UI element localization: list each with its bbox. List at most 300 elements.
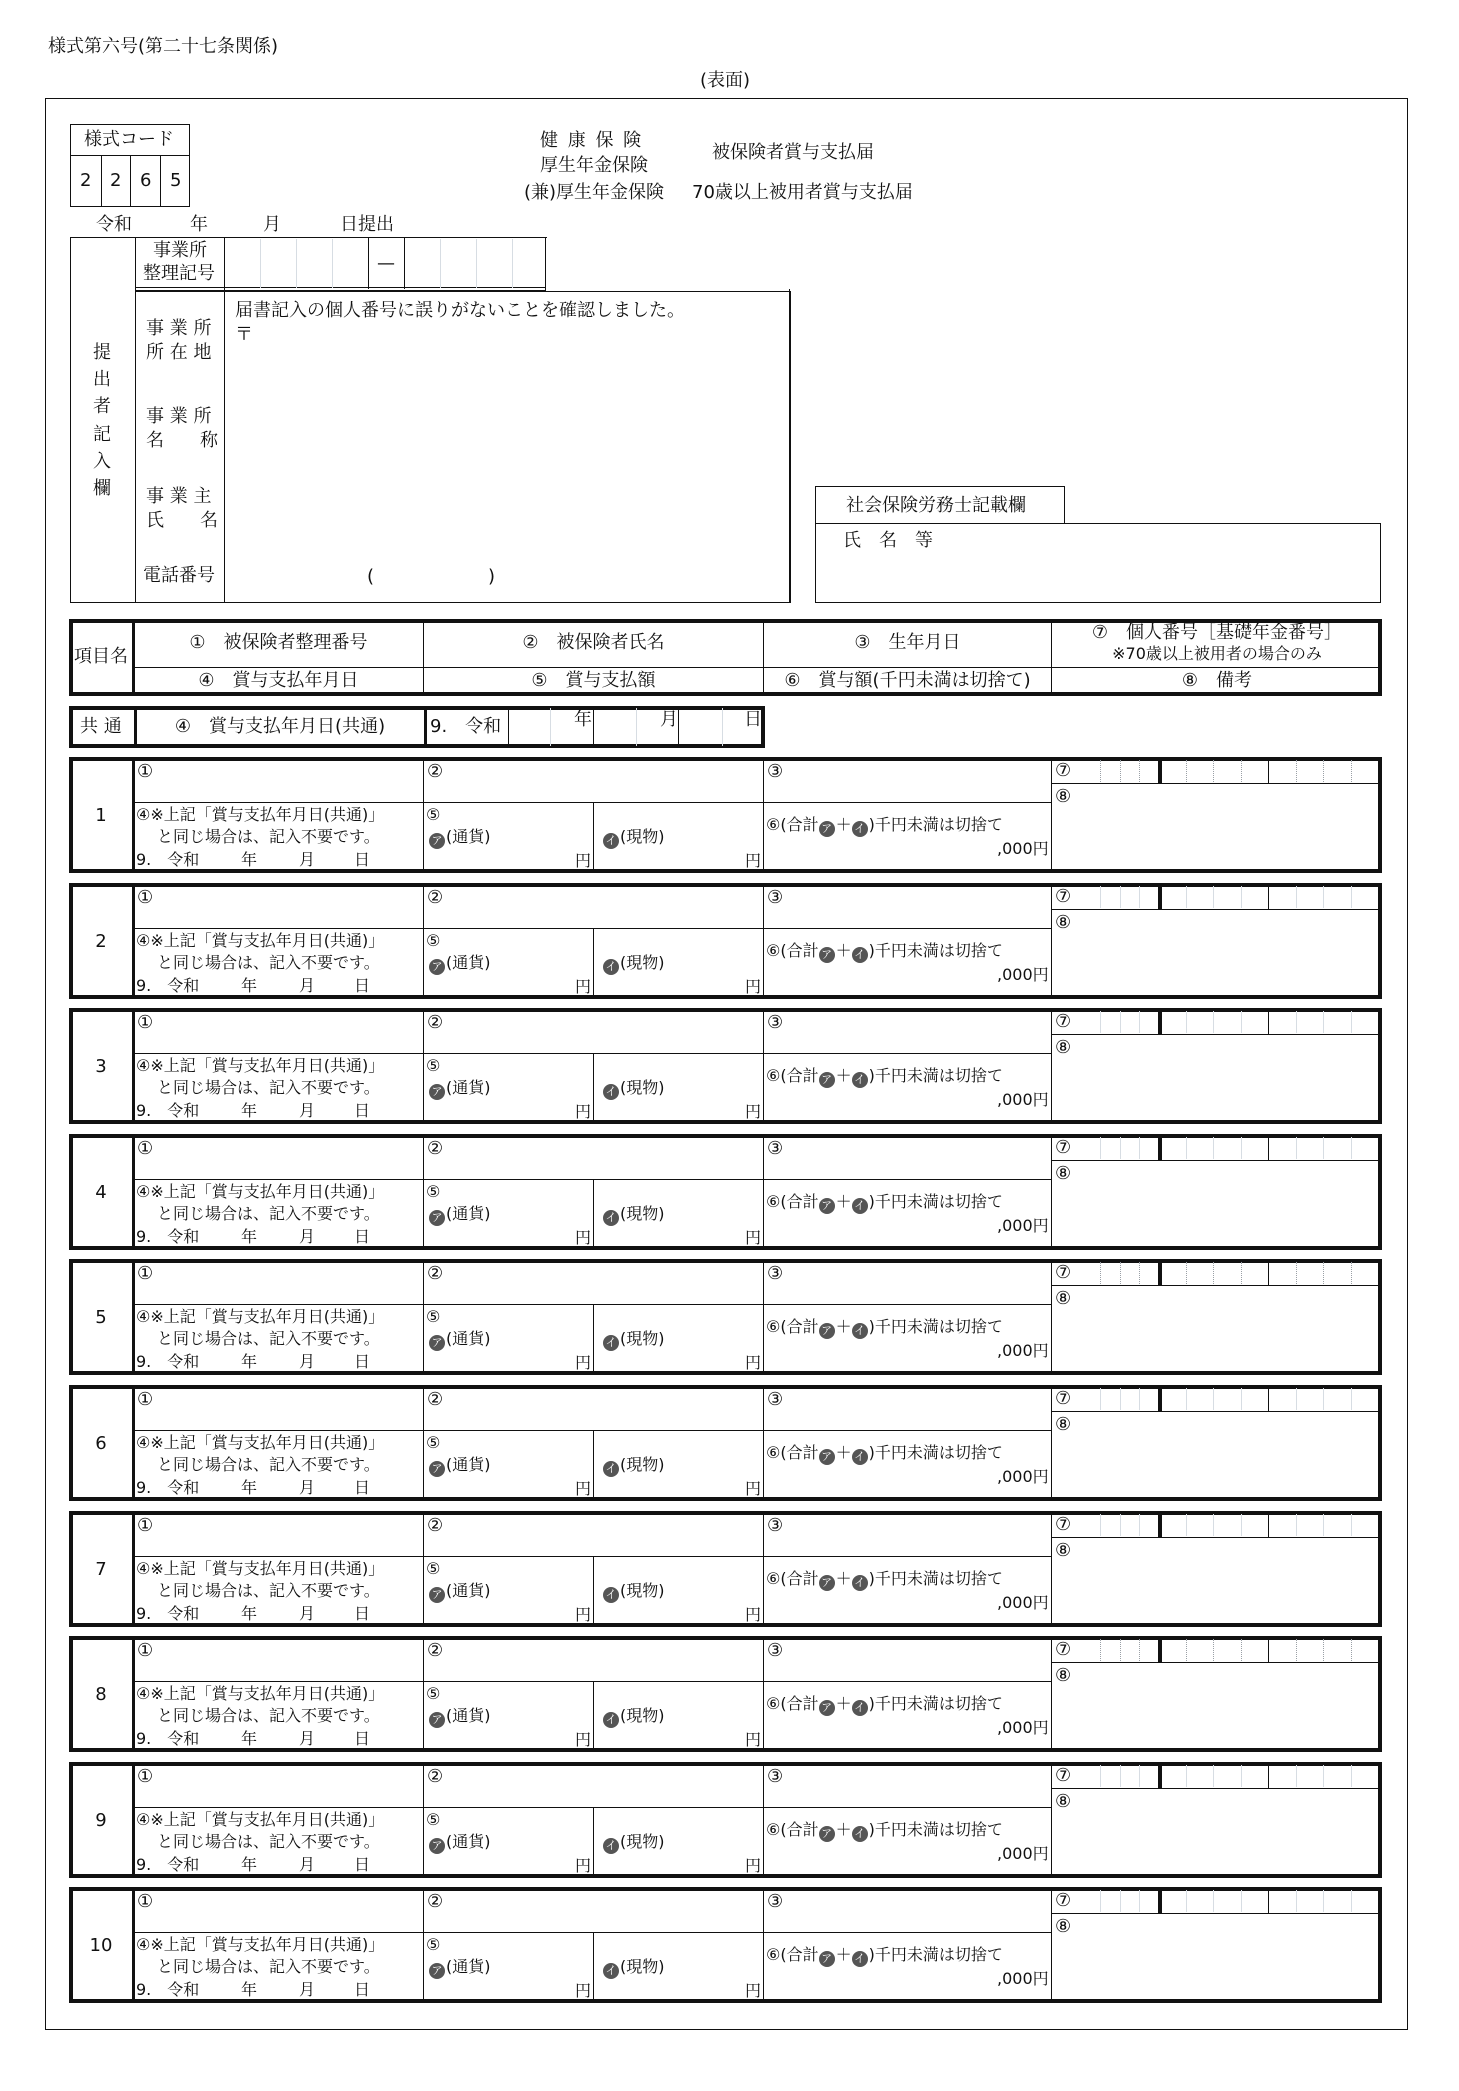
f6-plus: ＋ bbox=[835, 1443, 852, 1462]
bonus-total-input[interactable] bbox=[765, 1088, 995, 1120]
header-c2: ② 被保険者氏名 bbox=[522, 632, 665, 653]
divider bbox=[593, 1808, 594, 1876]
divider bbox=[1051, 1010, 1052, 1122]
divider bbox=[593, 929, 594, 997]
field-3-label: ③ bbox=[767, 1891, 784, 1912]
field-4-day: 日 bbox=[354, 976, 371, 995]
divider bbox=[1052, 1913, 1378, 1914]
field-4-era: 9. 令和 bbox=[136, 1478, 200, 1497]
divider bbox=[1051, 1889, 1052, 2001]
field-4-year: 年 bbox=[241, 1352, 258, 1371]
bonus-amount-unit: ,000円 bbox=[997, 965, 1049, 984]
f6-suffix: )千円未満は切捨て bbox=[868, 1569, 1003, 1588]
in-kind-amount-input[interactable] bbox=[595, 1433, 761, 1499]
office-code-label: 事業所 bbox=[153, 240, 207, 261]
cash-amount-input[interactable] bbox=[425, 1935, 591, 2001]
in-kind-badge-icon: イ bbox=[852, 1198, 868, 1214]
cash-amount-input[interactable] bbox=[425, 1056, 591, 1122]
cash-badge-icon: ア bbox=[819, 1951, 835, 1967]
insured-name-input[interactable] bbox=[425, 1766, 761, 1806]
phone-paren-open: ( bbox=[367, 566, 375, 587]
field-4-year: 年 bbox=[241, 1227, 258, 1246]
divider bbox=[1051, 885, 1052, 997]
section-char: 出 bbox=[93, 369, 111, 391]
in-kind-amount-input[interactable] bbox=[595, 1559, 761, 1625]
payment-date-input[interactable] bbox=[189, 1603, 421, 1625]
cash-badge-icon: ア bbox=[819, 1700, 835, 1716]
insured-name-input[interactable] bbox=[425, 1515, 761, 1555]
common-field-label: ④ 賞与支払年月日(共通) bbox=[174, 716, 386, 737]
divider bbox=[260, 239, 261, 288]
insured-number-input[interactable] bbox=[135, 1891, 421, 1931]
bonus-total-input[interactable] bbox=[765, 1465, 995, 1497]
address-input[interactable] bbox=[228, 322, 786, 382]
birth-date-input[interactable] bbox=[765, 761, 1049, 801]
divider bbox=[134, 1304, 1051, 1305]
field-2-label: ② bbox=[427, 1640, 444, 1661]
divider bbox=[1052, 1662, 1378, 1663]
cash-badge-icon: ア bbox=[819, 1323, 835, 1339]
field-8-label: ⑧ bbox=[1055, 1540, 1072, 1561]
field-7-label: ⑦ bbox=[1055, 1262, 1072, 1283]
divider bbox=[440, 239, 441, 288]
field-3-label: ③ bbox=[767, 761, 784, 782]
in-kind-badge-icon: イ bbox=[603, 959, 619, 975]
birth-date-input[interactable] bbox=[765, 1138, 1049, 1178]
in-kind-badge-icon: イ bbox=[852, 1449, 868, 1465]
field-4-year: 年 bbox=[241, 1101, 258, 1120]
f6-prefix: ⑥(合計 bbox=[766, 1945, 819, 1964]
entry-row-2 bbox=[69, 883, 1382, 999]
divider bbox=[1052, 909, 1378, 910]
bonus-amount-unit: ,000円 bbox=[997, 1216, 1049, 1235]
in-kind-badge-icon: イ bbox=[603, 1084, 619, 1100]
entry-row-8 bbox=[69, 1636, 1382, 1752]
in-kind-amount-input[interactable] bbox=[595, 931, 761, 997]
form-code-label: 様式コード bbox=[84, 129, 174, 150]
birth-date-input[interactable] bbox=[765, 1515, 1049, 1555]
field-4-day: 日 bbox=[354, 1729, 371, 1748]
cash-badge-icon: ア bbox=[429, 959, 445, 975]
field-5-label: ⑤ bbox=[426, 1810, 441, 1829]
phone-label: 電話番号 bbox=[143, 565, 215, 586]
remarks-input[interactable] bbox=[1053, 785, 1378, 871]
field-4-note: と同じ場合は、記入不要です。 bbox=[157, 1706, 380, 1725]
field-4-month: 月 bbox=[299, 850, 316, 869]
field-2-label: ② bbox=[427, 1138, 444, 1159]
confirmation-text: 届書記入の個人番号に誤りがないことを確認しました。 bbox=[235, 300, 685, 321]
submission-year-input[interactable] bbox=[140, 212, 185, 236]
divider bbox=[134, 1556, 1051, 1557]
field-2-label: ② bbox=[427, 761, 444, 782]
divider bbox=[1051, 1136, 1052, 1248]
bonus-total-input[interactable] bbox=[765, 1591, 995, 1623]
divider bbox=[763, 1261, 764, 1373]
divider bbox=[593, 708, 594, 746]
in-kind-badge-icon: イ bbox=[603, 833, 619, 849]
section-char: 者 bbox=[93, 396, 111, 418]
field-6-label bbox=[766, 1068, 1003, 1088]
owner-label: 氏 名 bbox=[146, 510, 218, 531]
divider bbox=[1051, 1387, 1052, 1499]
personal-number-input[interactable] bbox=[1073, 1387, 1378, 1410]
field-7-label: ⑦ bbox=[1055, 1011, 1072, 1032]
birth-date-input[interactable] bbox=[765, 1263, 1049, 1303]
labor-consultant-name-input[interactable] bbox=[817, 556, 1379, 601]
field-1-label: ① bbox=[137, 1138, 154, 1159]
field-1-label: ① bbox=[137, 1012, 154, 1033]
field-4-note: と同じ場合は、記入不要です。 bbox=[157, 1204, 380, 1223]
personal-number-input[interactable] bbox=[1073, 1889, 1378, 1912]
remarks-input[interactable] bbox=[1053, 1915, 1378, 2001]
remarks-input[interactable] bbox=[1053, 1539, 1378, 1625]
yen-unit: 円 bbox=[575, 977, 592, 996]
in-kind-badge-icon: イ bbox=[852, 1323, 868, 1339]
bonus-amount-unit: ,000円 bbox=[997, 1593, 1049, 1612]
row-number: 10 bbox=[89, 1935, 113, 1956]
yen-unit: 円 bbox=[745, 1353, 762, 1372]
field-2-label: ② bbox=[427, 887, 444, 908]
yen-unit: 円 bbox=[745, 1856, 762, 1875]
field-8-label: ⑧ bbox=[1055, 1665, 1072, 1686]
field-5-label: ⑤ bbox=[426, 1559, 441, 1578]
field-4-note: ④※上記「賞与支払年月日(共通)」 bbox=[136, 1307, 385, 1326]
f6-plus: ＋ bbox=[835, 941, 852, 960]
f6-suffix: )千円未満は切捨て bbox=[868, 815, 1003, 834]
form-code-digit: 2 bbox=[110, 170, 122, 191]
field-4-era: 9. 令和 bbox=[136, 1227, 200, 1246]
personal-number-input[interactable] bbox=[1073, 1764, 1378, 1787]
field-2-label: ② bbox=[427, 1515, 444, 1536]
divider bbox=[134, 1430, 1051, 1431]
cash-amount-input[interactable] bbox=[425, 1307, 591, 1373]
f6-prefix: ⑥(合計 bbox=[766, 1066, 819, 1085]
personal-number-input[interactable] bbox=[1073, 1513, 1378, 1536]
field-4-day: 日 bbox=[354, 1227, 371, 1246]
field-4-note: ④※上記「賞与支払年月日(共通)」 bbox=[136, 1182, 385, 1201]
bonus-amount-unit: ,000円 bbox=[997, 1467, 1049, 1486]
payment-date-input[interactable] bbox=[189, 1351, 421, 1373]
in-kind-text: (現物) bbox=[620, 953, 665, 972]
personal-number-input[interactable] bbox=[1073, 885, 1378, 908]
birth-date-input[interactable] bbox=[765, 1389, 1049, 1429]
divider bbox=[1051, 1513, 1052, 1625]
insured-number-input[interactable] bbox=[135, 1766, 421, 1806]
divider bbox=[134, 1179, 1051, 1180]
insured-name-input[interactable] bbox=[425, 1138, 761, 1178]
cash-amount-input[interactable] bbox=[425, 805, 591, 871]
cash-text: (通貨) bbox=[446, 1706, 491, 1725]
remarks-input[interactable] bbox=[1053, 1036, 1378, 1122]
birth-date-input[interactable] bbox=[765, 1640, 1049, 1680]
yen-unit: 円 bbox=[575, 1479, 592, 1498]
postal-mark: 〒 bbox=[235, 324, 253, 345]
birth-date-input[interactable] bbox=[765, 1012, 1049, 1052]
field-4-day: 日 bbox=[354, 1980, 371, 1999]
submission-month-input[interactable] bbox=[212, 212, 257, 236]
submission-day-input[interactable] bbox=[285, 212, 337, 236]
divider bbox=[593, 1431, 594, 1499]
f6-suffix: )千円未満は切捨て bbox=[868, 1317, 1003, 1336]
birth-date-input[interactable] bbox=[765, 1766, 1049, 1806]
entry-row-4 bbox=[69, 1134, 1382, 1250]
f6-plus: ＋ bbox=[835, 1945, 852, 1964]
submission-day-label: 日提出 bbox=[340, 214, 394, 235]
cash-badge-icon: ア bbox=[429, 833, 445, 849]
office-name-label: 名 称 bbox=[146, 430, 218, 451]
field-7-label: ⑦ bbox=[1055, 760, 1072, 781]
field-4-note: ④※上記「賞与支払年月日(共通)」 bbox=[136, 1433, 385, 1452]
field-1-label: ① bbox=[137, 887, 154, 908]
field-1-label: ① bbox=[137, 1263, 154, 1284]
address-label: 事 業 所 bbox=[146, 318, 212, 339]
insured-number-input[interactable] bbox=[135, 1515, 421, 1555]
remarks-input[interactable] bbox=[1053, 1790, 1378, 1876]
office-name-label: 事 業 所 bbox=[146, 406, 212, 427]
owner-label: 事 業 主 bbox=[146, 486, 212, 507]
field-4-day: 日 bbox=[354, 850, 371, 869]
field-7-label: ⑦ bbox=[1055, 1388, 1072, 1409]
field-4-note: ④※上記「賞与支払年月日(共通)」 bbox=[136, 1056, 385, 1075]
divider bbox=[593, 1305, 594, 1373]
header-c1: ① 被保険者整理番号 bbox=[189, 632, 368, 653]
insured-number-input[interactable] bbox=[135, 1640, 421, 1680]
field-3-label: ③ bbox=[767, 1515, 784, 1536]
bonus-amount-unit: ,000円 bbox=[997, 1341, 1049, 1360]
personal-number-input[interactable] bbox=[1073, 1638, 1378, 1661]
bonus-total-input[interactable] bbox=[765, 1716, 995, 1748]
field-3-label: ③ bbox=[767, 1012, 784, 1033]
field-3-label: ③ bbox=[767, 1263, 784, 1284]
section-char: 提 bbox=[93, 342, 111, 363]
f6-prefix: ⑥(合計 bbox=[766, 1443, 819, 1462]
in-kind-badge-icon: イ bbox=[852, 1700, 868, 1716]
field-2-label: ② bbox=[427, 1891, 444, 1912]
yen-unit: 円 bbox=[575, 851, 592, 870]
payment-date-input[interactable] bbox=[189, 1477, 421, 1499]
header-c5: ⑤ 賞与支払額 bbox=[531, 670, 656, 691]
divider bbox=[134, 1932, 1051, 1933]
yen-unit: 円 bbox=[745, 1605, 762, 1624]
row-number: 1 bbox=[95, 805, 107, 826]
divider bbox=[423, 1889, 424, 2001]
header-c7-note: ※70歳以上被用者の場合のみ bbox=[1112, 644, 1322, 663]
in-kind-text: (現物) bbox=[620, 1204, 665, 1223]
payment-date-input[interactable] bbox=[189, 1854, 421, 1876]
insured-name-input[interactable] bbox=[425, 1640, 761, 1680]
field-4-note: と同じ場合は、記入不要です。 bbox=[157, 827, 380, 846]
f6-suffix: )千円未満は切捨て bbox=[868, 1066, 1003, 1085]
divider bbox=[423, 1010, 424, 1122]
field-4-month: 月 bbox=[299, 1980, 316, 1999]
in-kind-amount-input[interactable] bbox=[595, 1684, 761, 1750]
field-3-label: ③ bbox=[767, 1389, 784, 1410]
remarks-input[interactable] bbox=[1053, 911, 1378, 997]
payment-date-input[interactable] bbox=[189, 1100, 421, 1122]
divider bbox=[593, 1180, 594, 1248]
in-kind-amount-input[interactable] bbox=[595, 805, 761, 871]
personal-number-input[interactable] bbox=[1073, 1261, 1378, 1284]
field-1-label: ① bbox=[137, 1640, 154, 1661]
cash-amount-input[interactable] bbox=[425, 1810, 591, 1876]
in-kind-amount-input[interactable] bbox=[595, 1056, 761, 1122]
cash-text: (通貨) bbox=[446, 1581, 491, 1600]
insured-name-input[interactable] bbox=[425, 761, 761, 801]
bonus-amount-unit: ,000円 bbox=[997, 839, 1049, 858]
insured-number-input[interactable] bbox=[135, 1389, 421, 1429]
cash-amount-input[interactable] bbox=[425, 1182, 591, 1248]
remarks-input[interactable] bbox=[1053, 1413, 1378, 1499]
in-kind-amount-input[interactable] bbox=[595, 1182, 761, 1248]
f6-plus: ＋ bbox=[835, 1694, 852, 1713]
in-kind-text: (現物) bbox=[620, 1832, 665, 1851]
field-4-month: 月 bbox=[299, 1478, 316, 1497]
insured-number-input[interactable] bbox=[135, 887, 421, 927]
field-4-day: 日 bbox=[354, 1101, 371, 1120]
f6-plus: ＋ bbox=[835, 1569, 852, 1588]
f6-prefix: ⑥(合計 bbox=[766, 1317, 819, 1336]
birth-date-input[interactable] bbox=[765, 1891, 1049, 1931]
field-2-label: ② bbox=[427, 1389, 444, 1410]
birth-date-input[interactable] bbox=[765, 887, 1049, 927]
yen-unit: 円 bbox=[745, 1730, 762, 1749]
personal-number-input[interactable] bbox=[1073, 1010, 1378, 1033]
yen-unit: 円 bbox=[575, 1228, 592, 1247]
field-6-label bbox=[766, 1445, 1003, 1465]
office-name-input[interactable] bbox=[228, 395, 786, 455]
cash-amount-input[interactable] bbox=[425, 1559, 591, 1625]
field-8-label: ⑧ bbox=[1055, 1916, 1072, 1937]
field-6-label bbox=[766, 817, 1003, 837]
entry-row-7 bbox=[69, 1511, 1382, 1627]
payment-date-input[interactable] bbox=[189, 975, 421, 997]
divider bbox=[135, 291, 790, 292]
field-4-era: 9. 令和 bbox=[136, 1604, 200, 1623]
bonus-total-input[interactable] bbox=[765, 1214, 995, 1246]
field-5-label: ⑤ bbox=[426, 931, 441, 950]
field-4-note: と同じ場合は、記入不要です。 bbox=[157, 1581, 380, 1600]
f6-suffix: )千円未満は切捨て bbox=[868, 1443, 1003, 1462]
bonus-amount-unit: ,000円 bbox=[997, 1090, 1049, 1109]
divider bbox=[1052, 1411, 1378, 1412]
field-3-label: ③ bbox=[767, 1640, 784, 1661]
divider bbox=[423, 1638, 424, 1750]
in-kind-badge-icon: イ bbox=[852, 1072, 868, 1088]
form-code-digit: 5 bbox=[170, 170, 182, 191]
in-kind-amount-input[interactable] bbox=[595, 1935, 761, 2001]
divider bbox=[368, 237, 369, 289]
divider bbox=[476, 239, 477, 288]
in-kind-text: (現物) bbox=[620, 827, 665, 846]
row-number: 8 bbox=[95, 1684, 107, 1705]
divider bbox=[1051, 1261, 1052, 1373]
in-kind-text: (現物) bbox=[620, 1455, 665, 1474]
title-insurance-concurrent: (兼)厚生年金保険 bbox=[524, 182, 665, 203]
office-code-input-left[interactable] bbox=[226, 239, 368, 289]
insured-number-input[interactable] bbox=[135, 1138, 421, 1178]
bonus-total-input[interactable] bbox=[765, 963, 995, 995]
cash-amount-input[interactable] bbox=[425, 1433, 591, 1499]
payment-date-input[interactable] bbox=[189, 849, 421, 871]
remarks-input[interactable] bbox=[1053, 1287, 1378, 1373]
divider bbox=[134, 1053, 1051, 1054]
divider bbox=[332, 239, 333, 288]
insured-name-input[interactable] bbox=[425, 1012, 761, 1052]
in-kind-badge-icon: イ bbox=[603, 1838, 619, 1854]
cash-badge-icon: ア bbox=[429, 1335, 445, 1351]
cash-badge-icon: ア bbox=[819, 1575, 835, 1591]
field-4-note: と同じ場合は、記入不要です。 bbox=[157, 1832, 380, 1851]
field-1-label: ① bbox=[137, 1389, 154, 1410]
bonus-total-input[interactable] bbox=[765, 1967, 995, 1999]
divider bbox=[763, 885, 764, 997]
remarks-input[interactable] bbox=[1053, 1664, 1378, 1750]
row-number: 3 bbox=[95, 1056, 107, 1077]
field-5-label: ⑤ bbox=[426, 1684, 441, 1703]
field-7-label: ⑦ bbox=[1055, 1639, 1072, 1660]
personal-number-input[interactable] bbox=[1073, 759, 1378, 782]
field-4-day: 日 bbox=[354, 1352, 371, 1371]
bonus-total-input[interactable] bbox=[765, 1842, 995, 1874]
in-kind-badge-icon: イ bbox=[852, 1575, 868, 1591]
insured-name-input[interactable] bbox=[425, 1389, 761, 1429]
in-kind-text: (現物) bbox=[620, 1581, 665, 1600]
form-code-digit: 2 bbox=[80, 170, 92, 191]
field-8-label: ⑧ bbox=[1055, 1414, 1072, 1435]
insured-number-input[interactable] bbox=[135, 1012, 421, 1052]
divider bbox=[424, 708, 427, 746]
phone-input[interactable] bbox=[228, 560, 786, 598]
in-kind-amount-input[interactable] bbox=[595, 1810, 761, 1876]
in-kind-badge-icon: イ bbox=[603, 1963, 619, 1979]
bonus-total-input[interactable] bbox=[765, 1339, 995, 1371]
field-7-label: ⑦ bbox=[1055, 1514, 1072, 1535]
cash-amount-input[interactable] bbox=[425, 1684, 591, 1750]
entry-row-6 bbox=[69, 1385, 1382, 1501]
in-kind-text: (現物) bbox=[620, 1706, 665, 1725]
bonus-amount-unit: ,000円 bbox=[997, 1844, 1049, 1863]
in-kind-badge-icon: イ bbox=[603, 1210, 619, 1226]
insured-number-input[interactable] bbox=[135, 761, 421, 801]
divider bbox=[1052, 1788, 1378, 1789]
bonus-total-input[interactable] bbox=[765, 837, 995, 869]
insured-number-input[interactable] bbox=[135, 1263, 421, 1303]
field-4-year: 年 bbox=[241, 1478, 258, 1497]
in-kind-badge-icon: イ bbox=[852, 821, 868, 837]
payment-date-input[interactable] bbox=[189, 1226, 421, 1248]
payment-date-input[interactable] bbox=[189, 1728, 421, 1750]
field-4-year: 年 bbox=[241, 1855, 258, 1874]
field-4-note: と同じ場合は、記入不要です。 bbox=[157, 1957, 380, 1976]
insured-name-input[interactable] bbox=[425, 887, 761, 927]
insured-name-input[interactable] bbox=[425, 1263, 761, 1303]
title-insurance-pension: 厚生年金保険 bbox=[540, 155, 648, 176]
remarks-input[interactable] bbox=[1053, 1162, 1378, 1248]
field-6-label bbox=[766, 1696, 1003, 1716]
cash-amount-input[interactable] bbox=[425, 931, 591, 997]
in-kind-amount-input[interactable] bbox=[595, 1307, 761, 1373]
payment-date-input[interactable] bbox=[189, 1979, 421, 2001]
owner-name-input[interactable] bbox=[228, 475, 786, 535]
row-number: 4 bbox=[95, 1182, 107, 1203]
divider bbox=[134, 667, 1380, 668]
office-code-dash: — bbox=[377, 253, 395, 274]
personal-number-input[interactable] bbox=[1073, 1136, 1378, 1159]
field-7-label: ⑦ bbox=[1055, 1137, 1072, 1158]
cash-badge-icon: ア bbox=[429, 1587, 445, 1603]
header-c8: ⑧ 備考 bbox=[1181, 670, 1253, 691]
insured-name-input[interactable] bbox=[425, 1891, 761, 1931]
